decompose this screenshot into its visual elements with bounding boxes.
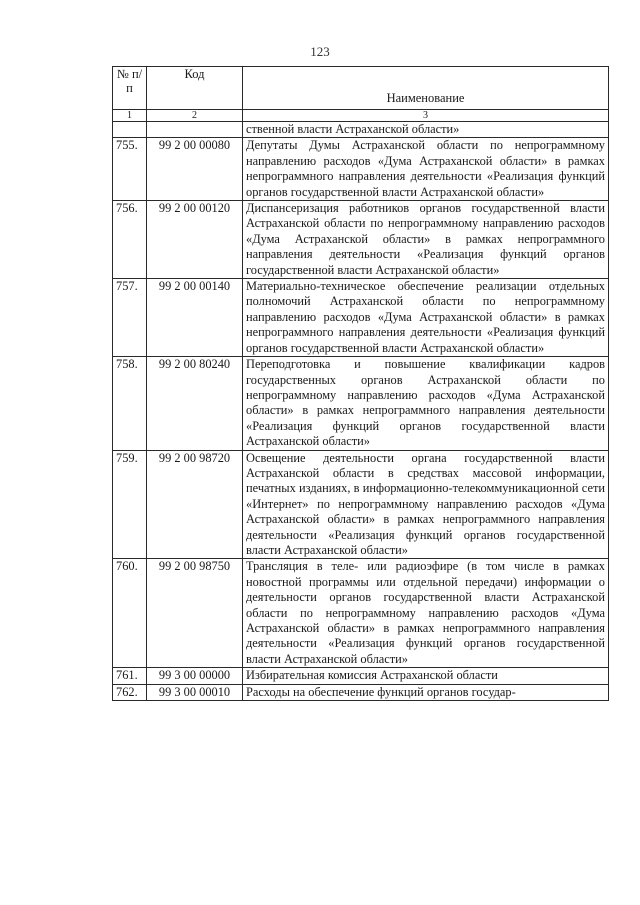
row-name: Материально-техническое обеспечение реализации отдельных полномочий Астраханской области по непрограммному направлению расходов «Дума Астраханской области» в рамках непрограммного направления деятельности «Реализация функций органов государственной власти Астраханской области» [243,279,609,357]
row-name: Освещение деятельности органа государственной власти Астраханской области в средствах массовой информации, печатных изданиях, в информационно-телекоммуникационной сети «Интернет» по непрограммному направлению расходов «Дума Астраханской области» в рамках непрограммного направления деятельности «Реализация функций органов государственной власти Астраханской области» [243,450,609,559]
header-name: Наименование [243,67,609,110]
empty-cell [113,122,147,138]
header-number: № п/п [113,67,147,110]
row-name: Трансляция в теле- или радиоэфире (в том числе в рамках новостной программы или отдельной передачи) информации о деятельности органов государственной власти Астраханской области по непрограммному направлению расходов «Дума Астраханской области» в рамках непрограммного направления деятельности «Реализация функций органов государственной власти Астраханской области» [243,559,609,668]
table-row [113,357,609,450]
row-code: 99 2 00 98720 [147,450,243,559]
header-code: Код [147,67,243,110]
row-number: 761. [113,668,147,684]
row-number: 755. [113,138,147,201]
row-number: 758. [113,357,147,450]
column-number: 3 [243,110,609,122]
row-name: Диспансеризация работников органов государственной власти Астраханской области по непрограммному направлению расходов «Дума Астраханской области» в рамках непрограммного направления деятельности «Реализация функций органов государственной власти Астраханской области» [243,201,609,279]
empty-cell [147,122,243,138]
table-row [113,450,609,559]
row-number: 757. [113,279,147,357]
budget-classification-table [112,66,609,701]
table-row [113,279,609,357]
row-code: 99 3 00 00000 [147,668,243,684]
row-code: 99 2 00 00080 [147,138,243,201]
table-row [113,138,609,201]
row-name: Переподготовка и повышение квалификации кадров государственных органов Астраханской области по непрограммному направлению расходов «Дума Астраханской области» в рамках непрограммного направления деятельности «Реализация функций органов государственной власти Астраханской области» [243,357,609,450]
table-header-row [113,67,609,110]
table-row [113,668,609,684]
row-name: Депутаты Думы Астраханской области по непрограммному направлению расходов «Дума Астраханской области» в рамках непрограммного направления деятельности «Реализация функций органов государственной власти Астраханской области» [243,138,609,201]
page-number: 123 [310,44,330,59]
row-name: Избирательная комиссия Астраханской области [243,668,609,684]
continuation-text: ственной власти Астраханской области» [243,122,609,138]
column-number: 2 [147,110,243,122]
row-number: 762. [113,684,147,700]
row-number: 759. [113,450,147,559]
row-code: 99 2 00 00120 [147,201,243,279]
row-number: 756. [113,201,147,279]
table-row [113,684,609,700]
column-number: 1 [113,110,147,122]
row-code: 99 3 00 00010 [147,684,243,700]
table-row [113,559,609,668]
continuation-row [113,122,609,138]
column-number-row [113,110,609,122]
row-code: 99 2 00 98750 [147,559,243,668]
row-code: 99 2 00 80240 [147,357,243,450]
row-number: 760. [113,559,147,668]
row-code: 99 2 00 00140 [147,279,243,357]
table-row [113,201,609,279]
row-name: Расходы на обеспечение функций органов государ- [243,684,609,700]
